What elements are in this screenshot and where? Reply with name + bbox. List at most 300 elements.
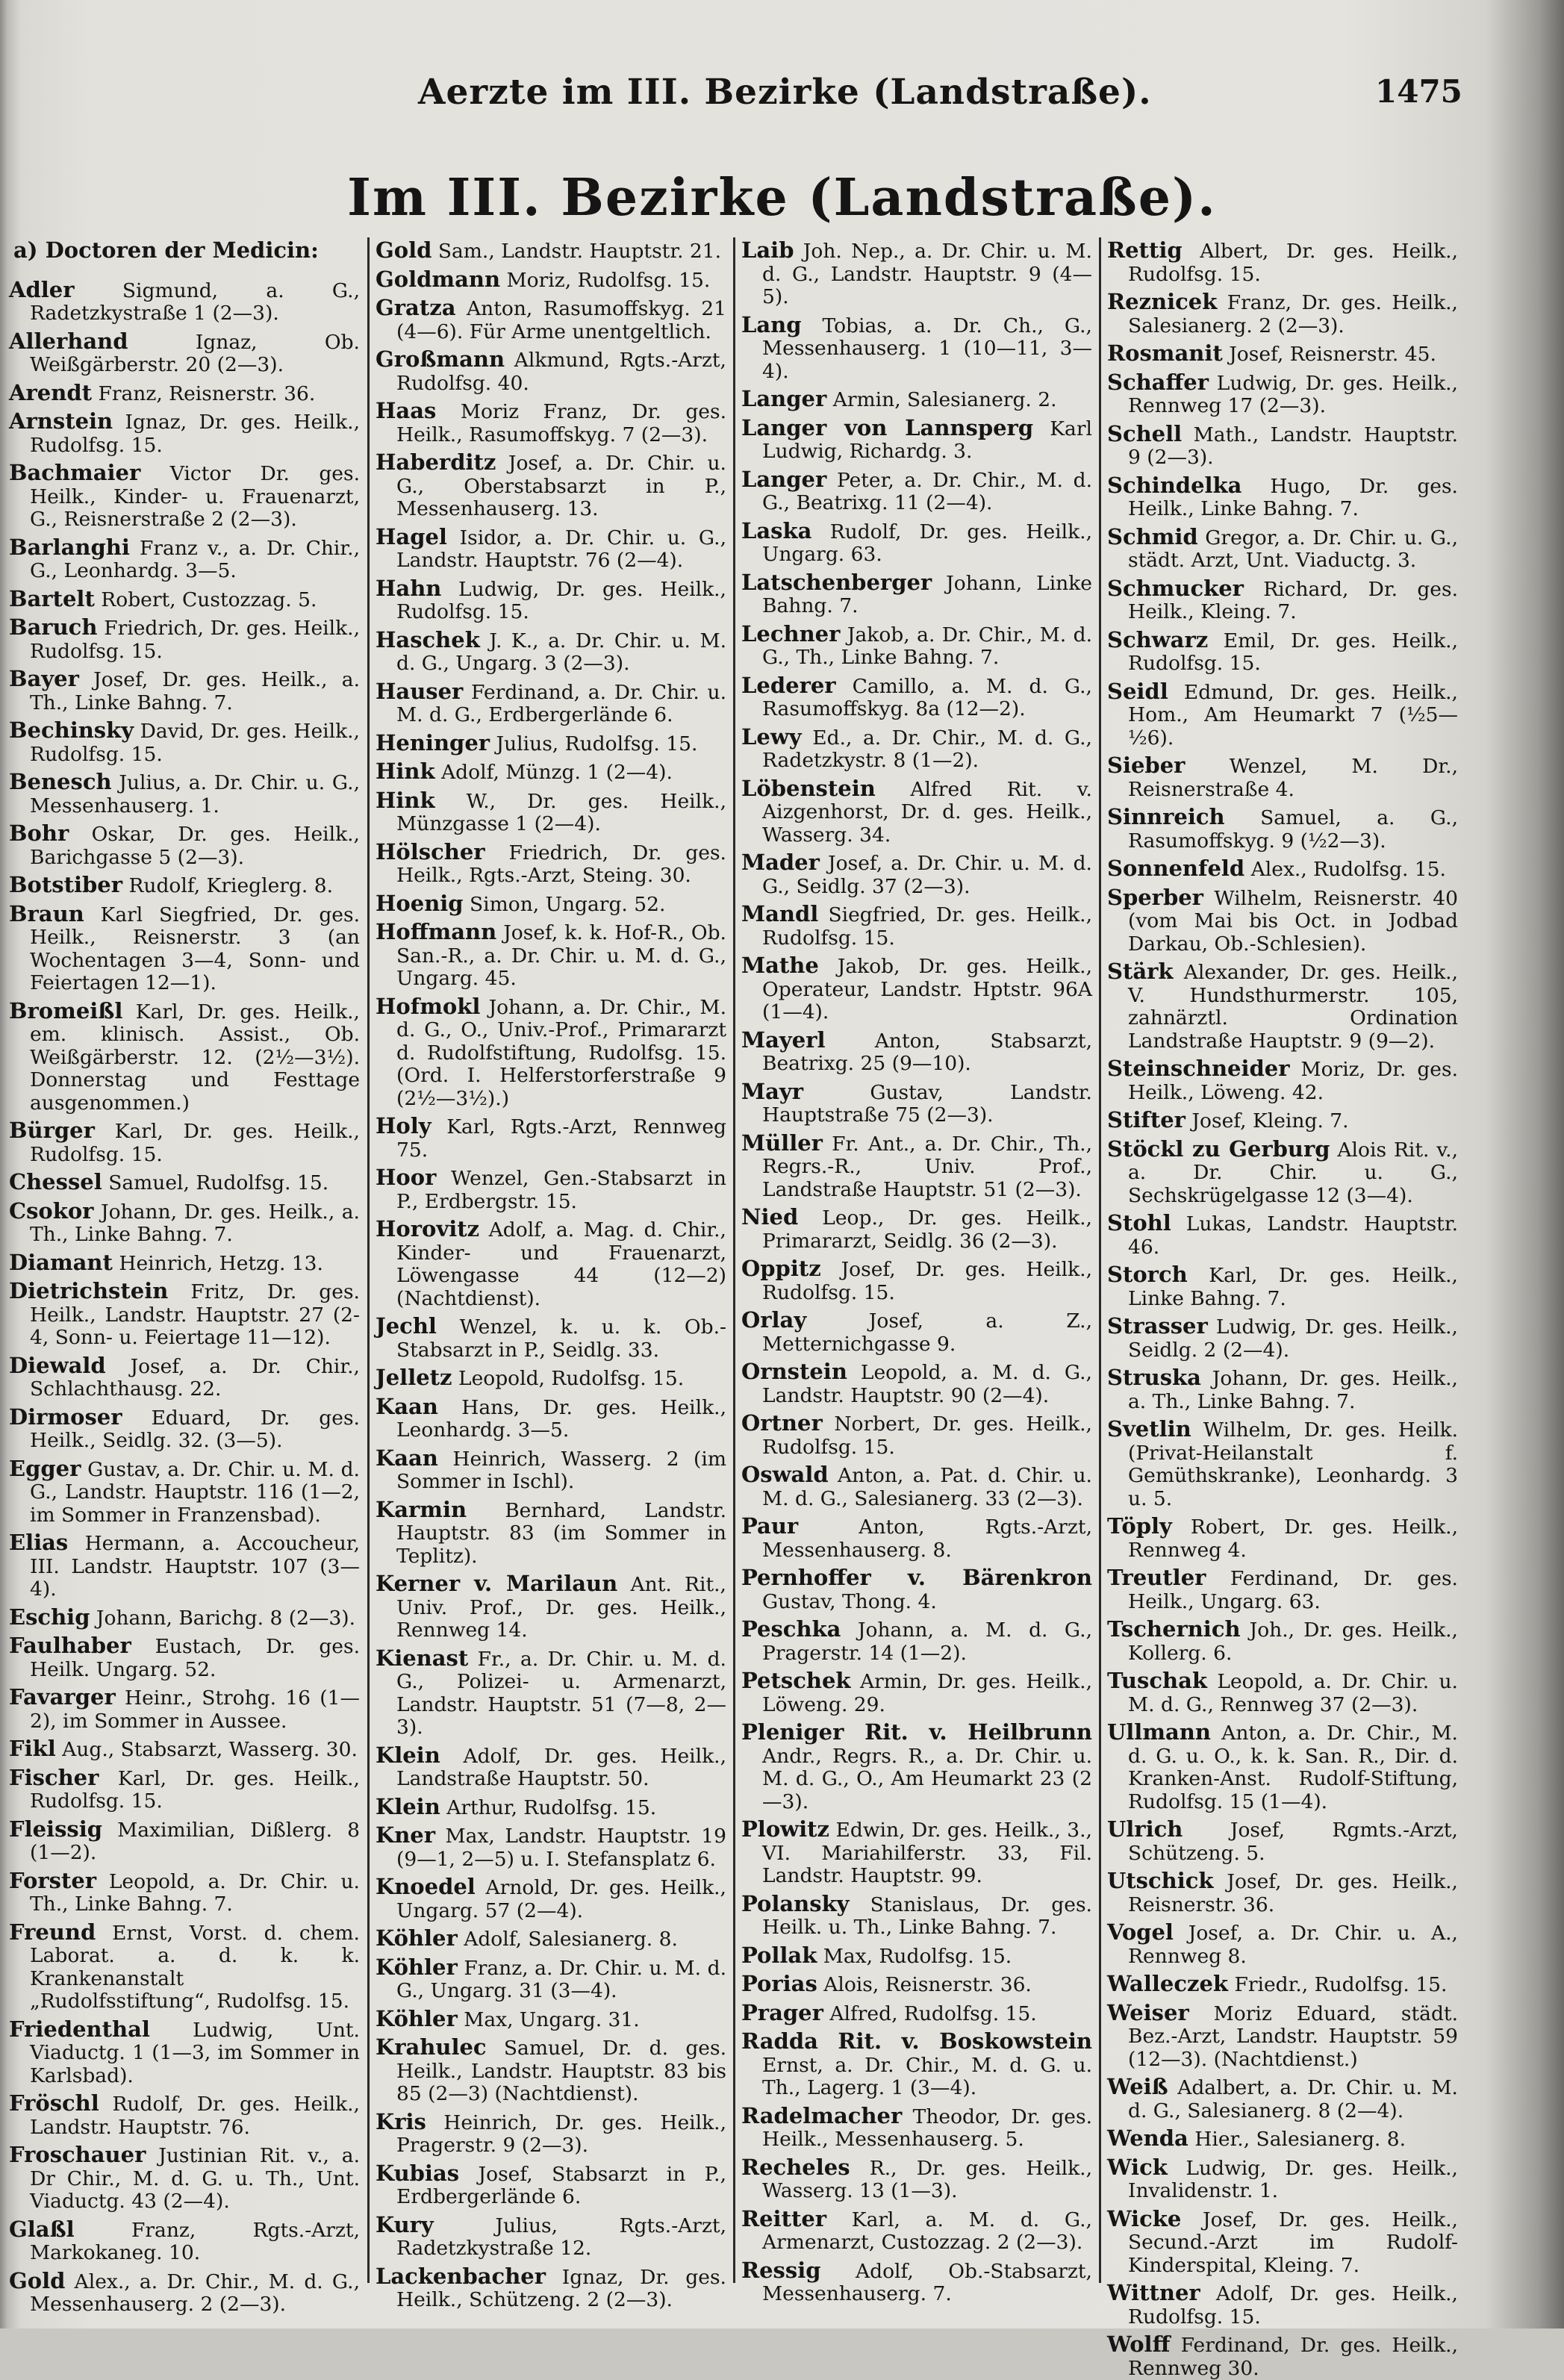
- directory-entry: [741, 620, 1092, 670]
- entry-details: Friedrich, Dr. ges. Heilk., Rudolfsg. 15.: [30, 617, 360, 663]
- entry-details: Tobias, a. Dr. Ch., G., Messenhauserg. 1 (10—11, 3—4).: [762, 314, 1092, 383]
- directory-entry: [376, 1875, 726, 1922]
- directory-entry: [9, 770, 360, 817]
- directory-entry: [741, 1463, 1092, 1510]
- physician-name: Sieber: [1107, 753, 1186, 778]
- directory-entry: [9, 1921, 360, 2013]
- entry-details: Arthur, Rudolfsg. 15.: [446, 1795, 657, 1819]
- physician-name: Gratza: [376, 295, 456, 320]
- directory-entry: [1107, 960, 1458, 1053]
- directory-entry: [1107, 474, 1458, 521]
- physician-name: Arendt: [9, 379, 92, 405]
- physician-name: Sonnenfeld: [1107, 856, 1245, 881]
- physician-name: Fischer: [9, 1764, 99, 1790]
- physician-name: Köhler: [376, 1954, 458, 1980]
- physician-name: Friedenthal: [9, 2016, 150, 2042]
- entry-details: Armin, Dr. ges. Heilk., Löweng. 29.: [762, 1670, 1092, 1716]
- directory-entry: [376, 1166, 726, 1213]
- physician-name: Mader: [741, 850, 820, 875]
- directory-entry: [9, 381, 360, 406]
- directory-entry: [376, 1498, 726, 1569]
- entry-details: Alex., a. Dr. Chir., M. d. G., Messenhauserg. 2 (2—3).: [30, 2270, 360, 2316]
- physician-name: Jechl: [376, 1313, 437, 1339]
- entry-details: Wenzel, k. u. k. Ob.-Stabsarzt in P., Seidlg. 33.: [396, 1315, 726, 1362]
- directory-entry: [741, 1412, 1092, 1459]
- physician-name: Steinschneider: [1107, 1056, 1290, 1081]
- physician-name: Sperber: [1107, 884, 1203, 910]
- physician-name: Ullmann: [1107, 1719, 1211, 1745]
- entry-details: Josef, a. Dr. Chir. u. A., Rennweg 8.: [1128, 1922, 1458, 1968]
- entry-details: Adolf, Ob.-Stabsarzt, Messenhauserg. 7.: [762, 2259, 1092, 2305]
- physician-name: Utschick: [1107, 1868, 1214, 1893]
- physician-name: Wick: [1107, 2154, 1168, 2180]
- entry-details: Ferdinand, Dr. ges. Heilk., Rennweg 30.: [1128, 2334, 1458, 2380]
- directory-entry: [376, 399, 726, 446]
- directory-entry: [376, 892, 726, 917]
- column-1: [9, 237, 360, 2316]
- entry-details: Edmund, Dr. ges. Heilk., Hom., Am Heumarkt 7 (½5—½6).: [1128, 680, 1458, 750]
- directory-entry: [741, 1972, 1092, 1997]
- entry-details: Ferdinand, Dr. ges. Heilk., Ungarg. 63.: [1128, 1567, 1458, 1613]
- directory-entry: [9, 461, 360, 532]
- physician-name: Bayer: [9, 666, 79, 691]
- physician-name: Oppitz: [741, 1256, 821, 1281]
- physician-name: Orlay: [741, 1307, 807, 1333]
- entry-details: Rudolf, Dr. ges. Heilk., Landstr. Hauptstr. 76.: [30, 2093, 360, 2139]
- entry-details: Anton, a. Pat. d. Chir. u. M. d. G., Salesianerg. 33 (2—3).: [762, 1464, 1092, 1510]
- physician-name: Kury: [376, 2211, 434, 2237]
- directory-entry: [9, 822, 360, 869]
- physician-name: Horovitz: [376, 1216, 480, 1242]
- directory-entry: [9, 536, 360, 583]
- entry-details: Jakob, Dr. ges. Heilk., Operateur, Landstr. Hptstr. 96A (1—4).: [762, 955, 1092, 1024]
- entry-details: Leopold, a. Dr. Chir. u. M. d. G., Rennweg 37 (2—3).: [1128, 1670, 1458, 1716]
- physician-name: Sinnreich: [1107, 804, 1225, 829]
- directory-entry: [376, 1315, 726, 1362]
- physician-name: Storch: [1107, 1262, 1188, 1287]
- physician-name: Diewald: [9, 1352, 106, 1378]
- physician-name: Krahulec: [376, 2034, 487, 2060]
- directory-entry: [9, 2267, 360, 2317]
- entry-details: Josef, a. Dr. Chir., Schlachthausg. 22.: [30, 1354, 360, 1401]
- entry-details: Friedrich, Dr. ges. Heilk., Rgts.-Arzt, Steing. 30.: [396, 841, 726, 887]
- directory-entry: [9, 278, 360, 325]
- physician-name: Pleniger Rit. v. Heilbrunn: [741, 1719, 1092, 1745]
- entry-details: Alois, Reisnerstr. 36.: [823, 1973, 1032, 1996]
- directory-entry: [376, 1572, 726, 1642]
- directory-entry: [1107, 754, 1458, 801]
- entry-details: W., Dr. ges. Heilk., Münzgasse 1 (2—4).: [396, 789, 726, 835]
- directory-entry: [1107, 2075, 1458, 2122]
- physician-name: Laib: [741, 237, 794, 263]
- entry-details: Karl, a. M. d. G., Armenarzt, Custozzag. 2 (2—3).: [762, 2208, 1092, 2254]
- physician-name: Botstiber: [9, 872, 122, 897]
- directory-entry: [1107, 1212, 1458, 1259]
- column-3: [741, 237, 1092, 2305]
- directory-entry: [376, 995, 726, 1111]
- directory-entry: [1107, 1138, 1458, 1208]
- physician-name: Radda Rit. v. Boskowstein: [741, 2028, 1092, 2054]
- entry-details: Josef, a. Dr. Chir. u. M. d. G., Seidlg. 37 (2—3).: [762, 852, 1092, 898]
- physician-name: Mayerl: [741, 1027, 826, 1053]
- directory-entry: [9, 1818, 360, 1865]
- entry-details: Karl, Dr. ges. Heilk., Rudolfsg. 15.: [30, 1120, 360, 1166]
- directory-entry: [741, 1721, 1092, 1813]
- directory-entry: [376, 920, 726, 991]
- directory-entry: [741, 674, 1092, 721]
- physician-name: Kienast: [376, 1645, 469, 1671]
- directory-entry: [1107, 680, 1458, 750]
- physician-name: Hahn: [376, 575, 442, 601]
- physician-name: Goldmann: [376, 266, 501, 292]
- physician-name: Wittner: [1107, 2280, 1200, 2305]
- directory-entry: [376, 239, 726, 264]
- entry-details: Wilhelm, Dr. ges. Heilk. (Privat-Heilanstalt f. Gemüthskranke), Leonhardg. 3 u. 5.: [1128, 1418, 1458, 1510]
- directory-entry: [1107, 1418, 1458, 1510]
- entry-details: Maximilian, Dißlerg. 8 (1—2).: [30, 1818, 360, 1864]
- entry-details: Adolf, Dr. ges. Heilk., Landstraße Hauptstr. 50.: [396, 1744, 726, 1790]
- physician-name: Favarger: [9, 1684, 116, 1710]
- entry-details: Heinrich, Hetzg. 13.: [119, 1251, 323, 1275]
- entry-details: Theodor, Dr. ges. Heilk., Messenhauserg. 5.: [762, 2105, 1092, 2151]
- physician-name: Benesch: [9, 769, 112, 794]
- physician-name: Baruch: [9, 614, 98, 640]
- entry-details: Adolf, Münzg. 1 (2—4).: [441, 761, 673, 784]
- entry-details: Samuel, Dr. d. ges. Heilk., Landstr. Hauptstr. 83 bis 85 (2—3) (Nachtdienst).: [396, 2037, 726, 2105]
- physician-name: Allerhand: [9, 328, 128, 354]
- directory-entry: [1107, 1109, 1458, 1133]
- entry-details: Norbert, Dr. ges. Heilk., Rudolfsg. 15.: [762, 1412, 1092, 1459]
- entry-details: Ludwig, Dr. ges. Heilk., Rudolfsg. 15.: [396, 577, 726, 623]
- entry-details: Johann, a. Dr. Chir., M. d. G., O., Univ.-Prof., Primararzt d. Rudolfstiftung, Rudolfsg. 15. (Ord. I. Helferstorferstraße 9 (2½—3½).): [396, 995, 726, 1110]
- entry-details: Gustav, Thong. 4.: [762, 1589, 937, 1613]
- entry-details: Victor Dr. ges. Heilk., Kinder- u. Frauenarzt, G., Reisnerstraße 2 (2—3).: [30, 462, 360, 531]
- physician-name: Seidl: [1107, 678, 1168, 704]
- physician-name: Polansky: [741, 1890, 850, 1916]
- entry-details: Anton, Rgts.-Arzt, Messenhauserg. 8.: [762, 1515, 1092, 1562]
- directory-entry: [1107, 1972, 1458, 1997]
- directory-entry: [741, 1029, 1092, 1076]
- entry-details: Josef, Stabsarzt in P., Erdbergerlände 6.: [396, 2162, 726, 2208]
- column-divider: [1099, 237, 1101, 2283]
- physician-name: Arnstein: [9, 408, 113, 434]
- physician-name: Kaan: [376, 1393, 438, 1419]
- directory-entry: [376, 729, 726, 756]
- physician-name: Schell: [1107, 420, 1183, 446]
- physician-name: Heninger: [376, 729, 490, 756]
- directory-entry: [9, 1406, 360, 1453]
- entry-details: Karl Ludwig, Richardg. 3.: [762, 417, 1092, 463]
- directory-entry: [1107, 857, 1458, 882]
- entry-details: Rudolf, Krieglerg. 8.: [128, 874, 334, 897]
- physician-name: Haschek: [376, 626, 480, 652]
- directory-entry: [1107, 2001, 1458, 2072]
- entry-details: Lukas, Landstr. Hauptstr. 46.: [1128, 1212, 1458, 1259]
- physician-name: Treutler: [1107, 1565, 1206, 1590]
- directory-entry: [1107, 1057, 1458, 1104]
- entry-details: Isidor, a. Dr. Chir. u. G., Landstr. Hauptstr. 76 (2—4).: [396, 526, 726, 572]
- directory-entry: [376, 1395, 726, 1442]
- entry-details: Johann, Dr. ges. Heilk., a. Th., Linke Bahng. 7.: [1128, 1367, 1458, 1413]
- physician-name: Paur: [741, 1513, 799, 1539]
- physician-name: Radelmacher: [741, 2102, 903, 2128]
- physician-name: Stifter: [1107, 1107, 1186, 1133]
- physician-name: Dietrichstein: [9, 1278, 169, 1303]
- column-divider: [367, 237, 370, 2283]
- physician-name: Lang: [741, 311, 802, 337]
- directory-entry: [9, 1354, 360, 1401]
- directory-entry: [9, 2143, 360, 2214]
- physician-name: Bartelt: [9, 585, 95, 611]
- physician-name: Köhler: [376, 2005, 458, 2031]
- directory-entry: [1107, 806, 1458, 853]
- entry-details: Julius, Rgts.-Arzt, Radetzkystraße 12.: [396, 2214, 726, 2260]
- directory-entry: [376, 268, 726, 293]
- directory-entry: [1107, 290, 1458, 337]
- physician-name: Tuschak: [1107, 1668, 1207, 1693]
- physician-name: Tschernich: [1107, 1616, 1241, 1642]
- directory-entry: [1107, 1366, 1458, 1413]
- physician-name: Struska: [1107, 1365, 1201, 1390]
- subsection-heading: a) Doctoren der Medicin:: [13, 237, 319, 263]
- entry-details: Josef, Dr. ges. Heilk., a. Th., Linke Bahng. 7.: [30, 668, 360, 714]
- entry-details: Johann, Barichg. 8 (2—3).: [96, 1606, 356, 1630]
- entry-details: Justinian Rit. v., a. Dr Chir., M. d. G. u. Th., Unt. Viaductg. 43 (2—4).: [30, 2144, 360, 2213]
- directory-entry: [741, 1818, 1092, 1888]
- entry-details: Karl Siegfried, Dr. ges. Heilk., Reisnerstr. 3 (an Wochentagen 3—4, Sonn- und Feiertagen 12—1).: [30, 903, 360, 994]
- physician-name: Bromeißl: [9, 997, 123, 1024]
- physician-name: Eschig: [9, 1604, 90, 1630]
- directory-entry: [376, 1647, 726, 1739]
- directory-entry: [9, 1171, 360, 1195]
- physician-name: Mandl: [741, 901, 819, 926]
- directory-entry: [376, 2110, 726, 2158]
- directory-entry: [1107, 1566, 1458, 1613]
- physician-name: Jelletz: [376, 1365, 452, 1390]
- entry-details: Karl, Rgts.-Arzt, Rennweg 75.: [396, 1115, 726, 1162]
- physician-name: Peschka: [741, 1616, 841, 1642]
- physician-name: Walleczek: [1107, 1971, 1228, 1996]
- directory-entry: [741, 1515, 1092, 1562]
- entry-details: Karl, Dr. ges. Heilk., em. klinisch. Assist., Ob. Weißgärberstr. 12. (2½—3½). Donnerstag und Festtage ausgenommen.): [30, 1000, 360, 1115]
- entry-details: Hier., Salesianerg. 8.: [1194, 2128, 1406, 2151]
- physician-name: Bohr: [9, 820, 69, 846]
- physician-name: Gold: [376, 237, 432, 263]
- directory-entry: [9, 585, 360, 612]
- directory-entry: [9, 2018, 360, 2088]
- directory-entry: [741, 1257, 1092, 1304]
- physician-name: Weiser: [1107, 1999, 1189, 2025]
- entry-details: Anton, Stabsarzt, Beatrixg. 25 (9—10).: [762, 1029, 1092, 1075]
- entry-details: Alfred, Rudolfsg. 15.: [829, 2001, 1037, 2025]
- directory-entry: [9, 1686, 360, 1733]
- entry-details: Ignaz, Dr. ges. Heilk., Rudolfsg. 15.: [30, 411, 360, 457]
- entry-details: Josef, Rgmts.-Arzt, Schützeng. 5.: [1128, 1819, 1458, 1865]
- directory-entry: [741, 1309, 1092, 1356]
- physician-name: Stärk: [1107, 959, 1174, 984]
- entry-details: Leopold, a. M. d. G., Landstr. Hauptstr. 90 (2—4).: [762, 1361, 1092, 1407]
- entry-details: Karl, Dr. ges. Heilk., Rudolfsg. 15.: [30, 1766, 360, 1813]
- entry-details: Adalbert, a. Dr. Chir. u. M. d. G., Salesianerg. 8 (2—4).: [1128, 2076, 1458, 2122]
- entry-details: Sigmund, a. G., Radetzkystraße 1 (2—3).: [30, 278, 360, 325]
- physician-name: Csokor: [9, 1197, 94, 1224]
- physician-name: Weiß: [1107, 2074, 1168, 2099]
- physician-name: Töply: [1107, 1513, 1172, 1539]
- entry-details: Adolf, Salesianerg. 8.: [464, 1928, 678, 1951]
- running-header: [0, 66, 1564, 118]
- directory-entry: [1107, 2281, 1458, 2328]
- entry-details: Franz, a. Dr. Chir. u. M. d. G., Ungarg. 31 (3—4).: [396, 1956, 726, 2002]
- entry-details: Alkmund, Rgts.-Arzt, Rudolfsg. 40.: [396, 349, 726, 395]
- directory-entry: [9, 2092, 360, 2139]
- physician-name: Holy: [376, 1113, 431, 1138]
- physician-name: Kerner v. Marilaun: [376, 1571, 618, 1596]
- entry-details: Hugo, Dr. ges. Heilk., Linke Bahng. 7.: [1128, 474, 1458, 520]
- entry-details: Arnold, Dr. ges. Heilk., Ungarg. 57 (2—4).: [396, 1876, 726, 1922]
- directory-entry: [9, 616, 360, 663]
- physician-name: Wicke: [1107, 2205, 1182, 2231]
- directory-entry: [741, 851, 1092, 898]
- physician-name: Wenda: [1107, 2125, 1188, 2151]
- physician-name: Pernhoffer v. Bärenkron: [741, 1565, 1092, 1590]
- physician-name: Barlanghi: [9, 534, 130, 560]
- entry-details: Rudolf, Dr. ges. Heilk., Ungarg. 63.: [762, 520, 1092, 566]
- physician-name: Hink: [376, 758, 435, 784]
- directory-entry: [376, 838, 726, 888]
- directory-entry: [376, 1956, 726, 2003]
- entry-details: Richard, Dr. ges. Heilk., Kleing. 7.: [1128, 577, 1458, 623]
- entry-details: Max, Landstr. Hauptstr. 19 (9—1, 2—5) u. I. Stefansplatz 6.: [396, 1825, 726, 1871]
- physician-name: Hofmokl: [376, 993, 481, 1019]
- physician-name: Hauser: [376, 678, 464, 704]
- physician-name: Schwarz: [1107, 626, 1209, 652]
- entry-details: Hans, Dr. ges. Heilk., Leonhardg. 3—5.: [396, 1395, 726, 1442]
- page-number: 1475: [1375, 73, 1462, 110]
- directory-entry: [9, 1197, 360, 1247]
- entry-details: Wenzel, M. Dr., Reisnerstraße 4.: [1128, 755, 1458, 801]
- physician-name: Klein: [376, 1793, 440, 1819]
- entry-details: Ed., a. Dr. Chir., M. d. G., Radetzkystr. 8 (1—2).: [762, 726, 1092, 772]
- directory-entry: [9, 1606, 360, 1630]
- directory-entry: [9, 1119, 360, 1166]
- entry-details: Julius, Rudolfsg. 15.: [496, 732, 698, 756]
- physician-name: Karmin: [376, 1496, 467, 1522]
- directory-entry: [9, 1457, 360, 1527]
- physician-name: Faulhaber: [9, 1633, 131, 1658]
- entry-details: Heinr., Strohg. 16 (1—2), im Sommer in Aussee.: [30, 1686, 360, 1733]
- physician-name: Ortner: [741, 1410, 823, 1436]
- entry-details: Max, Ungarg. 31.: [464, 2007, 640, 2031]
- physician-name: Plowitz: [741, 1816, 830, 1842]
- entry-details: Josef, a. Dr. Chir. u. G., Oberstabsarzt in P., Messenhauserg. 13.: [396, 452, 726, 520]
- entry-details: Anton, a. Dr. Chir., M. d. G. u. O., k. k. San. R., Dir. d. Kranken-Anst. Rudolf-Stiftung, Rudolfsg. 15 (1—4).: [1128, 1722, 1458, 1813]
- directory-entry: [376, 577, 726, 624]
- directory-entry: [376, 348, 726, 395]
- entry-details: Josef, Kleing. 7.: [1191, 1109, 1349, 1133]
- column-divider: [733, 237, 735, 2283]
- entry-details: R., Dr. ges. Heilk., Wasserg. 13 (1—3).: [762, 2156, 1092, 2202]
- entry-details: Friedr., Rudolfsg. 15.: [1234, 1973, 1448, 1996]
- entry-details: Leopold, Rudolfsg. 15.: [458, 1367, 685, 1390]
- entry-details: Franz, Rgts.-Arzt, Markokaneg. 10.: [30, 2218, 360, 2264]
- directory-entry: [741, 954, 1092, 1024]
- directory-entry: [1107, 420, 1458, 470]
- entry-details: Ludwig, Dr. ges. Heilk., Seidlg. 2 (2—4).: [1128, 1315, 1458, 1362]
- entry-details: Leop., Dr. ges. Heilk., Primararzt, Seidlg. 36 (2—3).: [762, 1206, 1092, 1253]
- physician-name: Diamant: [9, 1249, 113, 1275]
- physician-name: Langer: [741, 466, 827, 492]
- entry-details: Camillo, a. M. d. G., Rasumoffskyg. 8a (12—2).: [762, 674, 1092, 720]
- entry-details: Gregor, a. Dr. Chir. u. G., städt. Arzt, Unt. Viaductg. 3.: [1128, 526, 1458, 572]
- entry-details: Fr. Ant., a. Dr. Chir., Th., Regrs.-R., Univ. Prof., Landstraße Hauptstr. 51 (2—3).: [762, 1132, 1092, 1201]
- entry-details: Gustav, a. Dr. Chir. u. M. d. G., Landstr. Hauptstr. 116 (1—2, im Sommer in Franzensbad).: [30, 1457, 360, 1527]
- directory-entry: [1107, 371, 1458, 418]
- physician-name: Oswald: [741, 1462, 829, 1487]
- section-title: Im III. Bezirke (Landstraße).: [347, 168, 1217, 228]
- entry-details: Moriz, Rudolfsg. 15.: [506, 268, 711, 292]
- directory-entry: [741, 1618, 1092, 1665]
- directory-entry: [741, 239, 1092, 309]
- physician-name: Mayr: [741, 1078, 804, 1104]
- physician-name: Rettig: [1107, 237, 1183, 263]
- directory-entry: [9, 1737, 360, 1762]
- physician-name: Lechner: [741, 620, 841, 647]
- physician-name: Ornstein: [741, 1359, 847, 1384]
- directory-entry: [376, 523, 726, 573]
- physician-name: Porias: [741, 1971, 817, 1996]
- physician-name: Forster: [9, 1867, 97, 1893]
- entry-details: Gustav, Landstr. Hauptstraße 75 (2—3).: [762, 1080, 1092, 1127]
- physician-name: Bürger: [9, 1118, 95, 1143]
- entry-details: Franz, Dr. ges. Heilk., Salesianerg. 2 (2—3).: [1128, 291, 1458, 337]
- physician-name: Gold: [9, 2267, 66, 2293]
- directory-entry: [376, 2007, 726, 2032]
- entry-details: Moriz Franz, Dr. ges. Heilk., Rasumoffskyg. 7 (2—3).: [396, 400, 726, 446]
- physician-name: Stöckl zu Gerburg: [1107, 1136, 1330, 1162]
- directory-entry: [9, 719, 360, 766]
- directory-entry: [376, 1115, 726, 1162]
- entry-details: Stanislaus, Dr. ges. Heilk. u. Th., Linke Bahng. 7.: [762, 1893, 1092, 1939]
- directory-entry: [741, 1566, 1092, 1613]
- physician-name: Lederer: [741, 672, 836, 698]
- directory-entry: [376, 1795, 726, 1820]
- entry-details: Math., Landstr. Hauptstr. 9 (2—3).: [1128, 423, 1458, 469]
- physician-name: Schmid: [1107, 523, 1198, 549]
- physician-name: Müller: [741, 1130, 823, 1156]
- physician-name: Schaffer: [1107, 369, 1209, 395]
- physician-name: Ressig: [741, 2257, 821, 2283]
- directory-entry: [1107, 2127, 1458, 2152]
- entry-details: Joh., Dr. ges. Heilk., Kollerg. 6.: [1128, 1619, 1458, 1665]
- entry-details: Adolf, a. Mag. d. Chir., Kinder- und Frauenarzt, Löwengasse 44 (12—2) (Nachtdienst).: [396, 1218, 726, 1310]
- physician-name: Hink: [376, 787, 435, 813]
- directory-entry: [1107, 1618, 1458, 1665]
- entry-details: Edwin, Dr. ges. Heilk., 3., VI. Mariahilferstr. 33, Fil. Landstr. Hauptstr. 99.: [762, 1819, 1092, 1887]
- directory-entry: [376, 1744, 726, 1791]
- entry-details: Fr., a. Dr. Chir. u. M. d. G., Polizei- u. Armenarzt, Landstr. Hauptstr. 51 (7—8, 2—3).: [396, 1647, 726, 1739]
- physician-name: Klein: [376, 1742, 440, 1768]
- directory-entry: [741, 1944, 1092, 1969]
- running-title: Aerzte im III. Bezirke (Landstraße).: [418, 72, 1152, 113]
- directory-entry: [376, 1447, 726, 1494]
- physician-name: Fikl: [9, 1736, 56, 1761]
- physician-name: Prager: [741, 1999, 823, 2025]
- directory-entry: [9, 1251, 360, 1276]
- entry-details: Hermann, a. Accoucheur, III. Landstr. Hauptstr. 107 (3—4).: [30, 1532, 360, 1601]
- entry-details: Aug., Stabsarzt, Wasserg. 30.: [62, 1738, 358, 1761]
- entry-details: Josef, k. k. Hof-R., Ob. San.-R., a. Dr. Chir. u. M. d. G., Ungarg. 45.: [396, 921, 726, 990]
- directory-entry: [741, 1206, 1092, 1253]
